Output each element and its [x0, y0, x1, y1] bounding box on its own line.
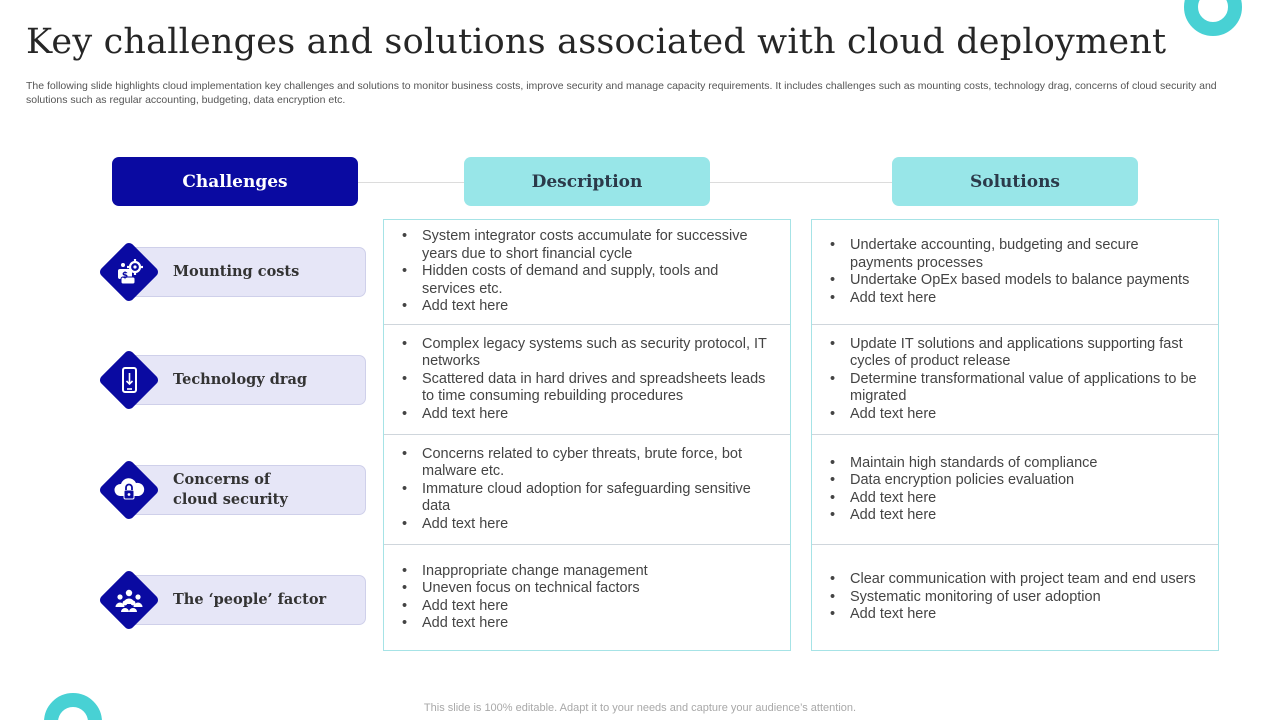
solutions-cell-3	[812, 435, 1218, 545]
list-item: • Immature cloud adoption for safeguarding sensitive data	[398, 481, 774, 516]
list-item: • Add text here	[398, 298, 774, 316]
list-item: • Add text here	[826, 507, 1202, 525]
list-item: • Maintain high standards of compliance	[826, 455, 1202, 473]
list-item: • Uneven focus on technical factors	[398, 580, 774, 598]
description-cell-2	[384, 325, 790, 435]
list-item: • Concerns related to cyber threats, brute force, bot malware etc.	[398, 446, 774, 481]
list-item: • Clear communication with project team and end users	[826, 571, 1202, 589]
list-item: • Undertake accounting, budgeting and secure payments processes	[826, 237, 1202, 272]
people-group-icon	[108, 579, 150, 621]
list-item: • Complex legacy systems such as security protocol, IT networks	[398, 336, 774, 371]
challenge-cloud-security	[122, 465, 366, 515]
header-description: Description	[464, 157, 710, 206]
challenge-technology-drag: Technology drag	[122, 355, 366, 405]
list-item: • Add text here	[826, 606, 1202, 624]
description-cell-1	[384, 220, 790, 325]
solutions-table	[811, 219, 1219, 651]
header-challenges: Challenges	[112, 157, 358, 206]
page-title: Key challenges and solutions associated with cloud deployment	[26, 22, 1167, 62]
challenge-mounting-costs: Mounting costs	[122, 247, 366, 297]
svg-text:$: $	[121, 271, 129, 281]
solutions-cell-2	[812, 325, 1218, 435]
solutions-cell-1	[812, 220, 1218, 325]
footer-note: This slide is 100% editable. Adapt it to your needs and capture your audience’s attention.	[423, 702, 857, 714]
list-item: • Hidden costs of demand and supply, tools and services etc.	[398, 263, 774, 298]
list-item: • Undertake OpEx based models to balance payments	[826, 272, 1202, 290]
header-solutions: Solutions	[892, 157, 1138, 206]
list-item: • Add text here	[398, 516, 774, 534]
list-item: • System integrator costs accumulate for successive years due to short financial cycle	[398, 228, 774, 263]
list-item: • Scattered data in hard drives and spreadsheets leads to time consuming rebuilding procedures	[398, 371, 774, 406]
cloud-lock-icon	[108, 469, 150, 511]
list-item: • Add text here	[826, 290, 1202, 308]
list-item: • Add text here	[826, 490, 1202, 508]
list-item: • Update IT solutions and applications supporting fast cycles of product release	[826, 336, 1202, 371]
description-cell-4	[384, 545, 790, 650]
list-item: • Data encryption policies evaluation	[826, 472, 1202, 490]
list-item: • Add text here	[398, 406, 774, 424]
list-item: • Determine transformational value of applications to be migrated	[826, 371, 1202, 406]
list-item: • Inappropriate change management	[398, 563, 774, 581]
list-item: • Add text here	[398, 615, 774, 633]
page-subtitle: The following slide highlights cloud implementation key challenges and solutions to monitor business costs, improve security and manage capacity requirements. It includes challenges such as mounting costs, technology drag, concerns of cloud security and solutions such as regular accounting, budgeting, data encryption etc.	[26, 80, 1217, 106]
solutions-cell-4	[812, 545, 1218, 650]
challenge-cloud-security-label: Concerns of cloud security	[173, 471, 288, 508]
list-item: • Add text here	[398, 598, 774, 616]
list-item: • Systematic monitoring of user adoption	[826, 589, 1202, 607]
challenge-people-factor: The ‘people’ factor	[122, 575, 366, 625]
money-gear-icon	[108, 251, 150, 293]
description-table	[383, 219, 791, 651]
mobile-device-icon	[108, 359, 150, 401]
description-cell-3	[384, 435, 790, 545]
list-item: • Add text here	[826, 406, 1202, 424]
